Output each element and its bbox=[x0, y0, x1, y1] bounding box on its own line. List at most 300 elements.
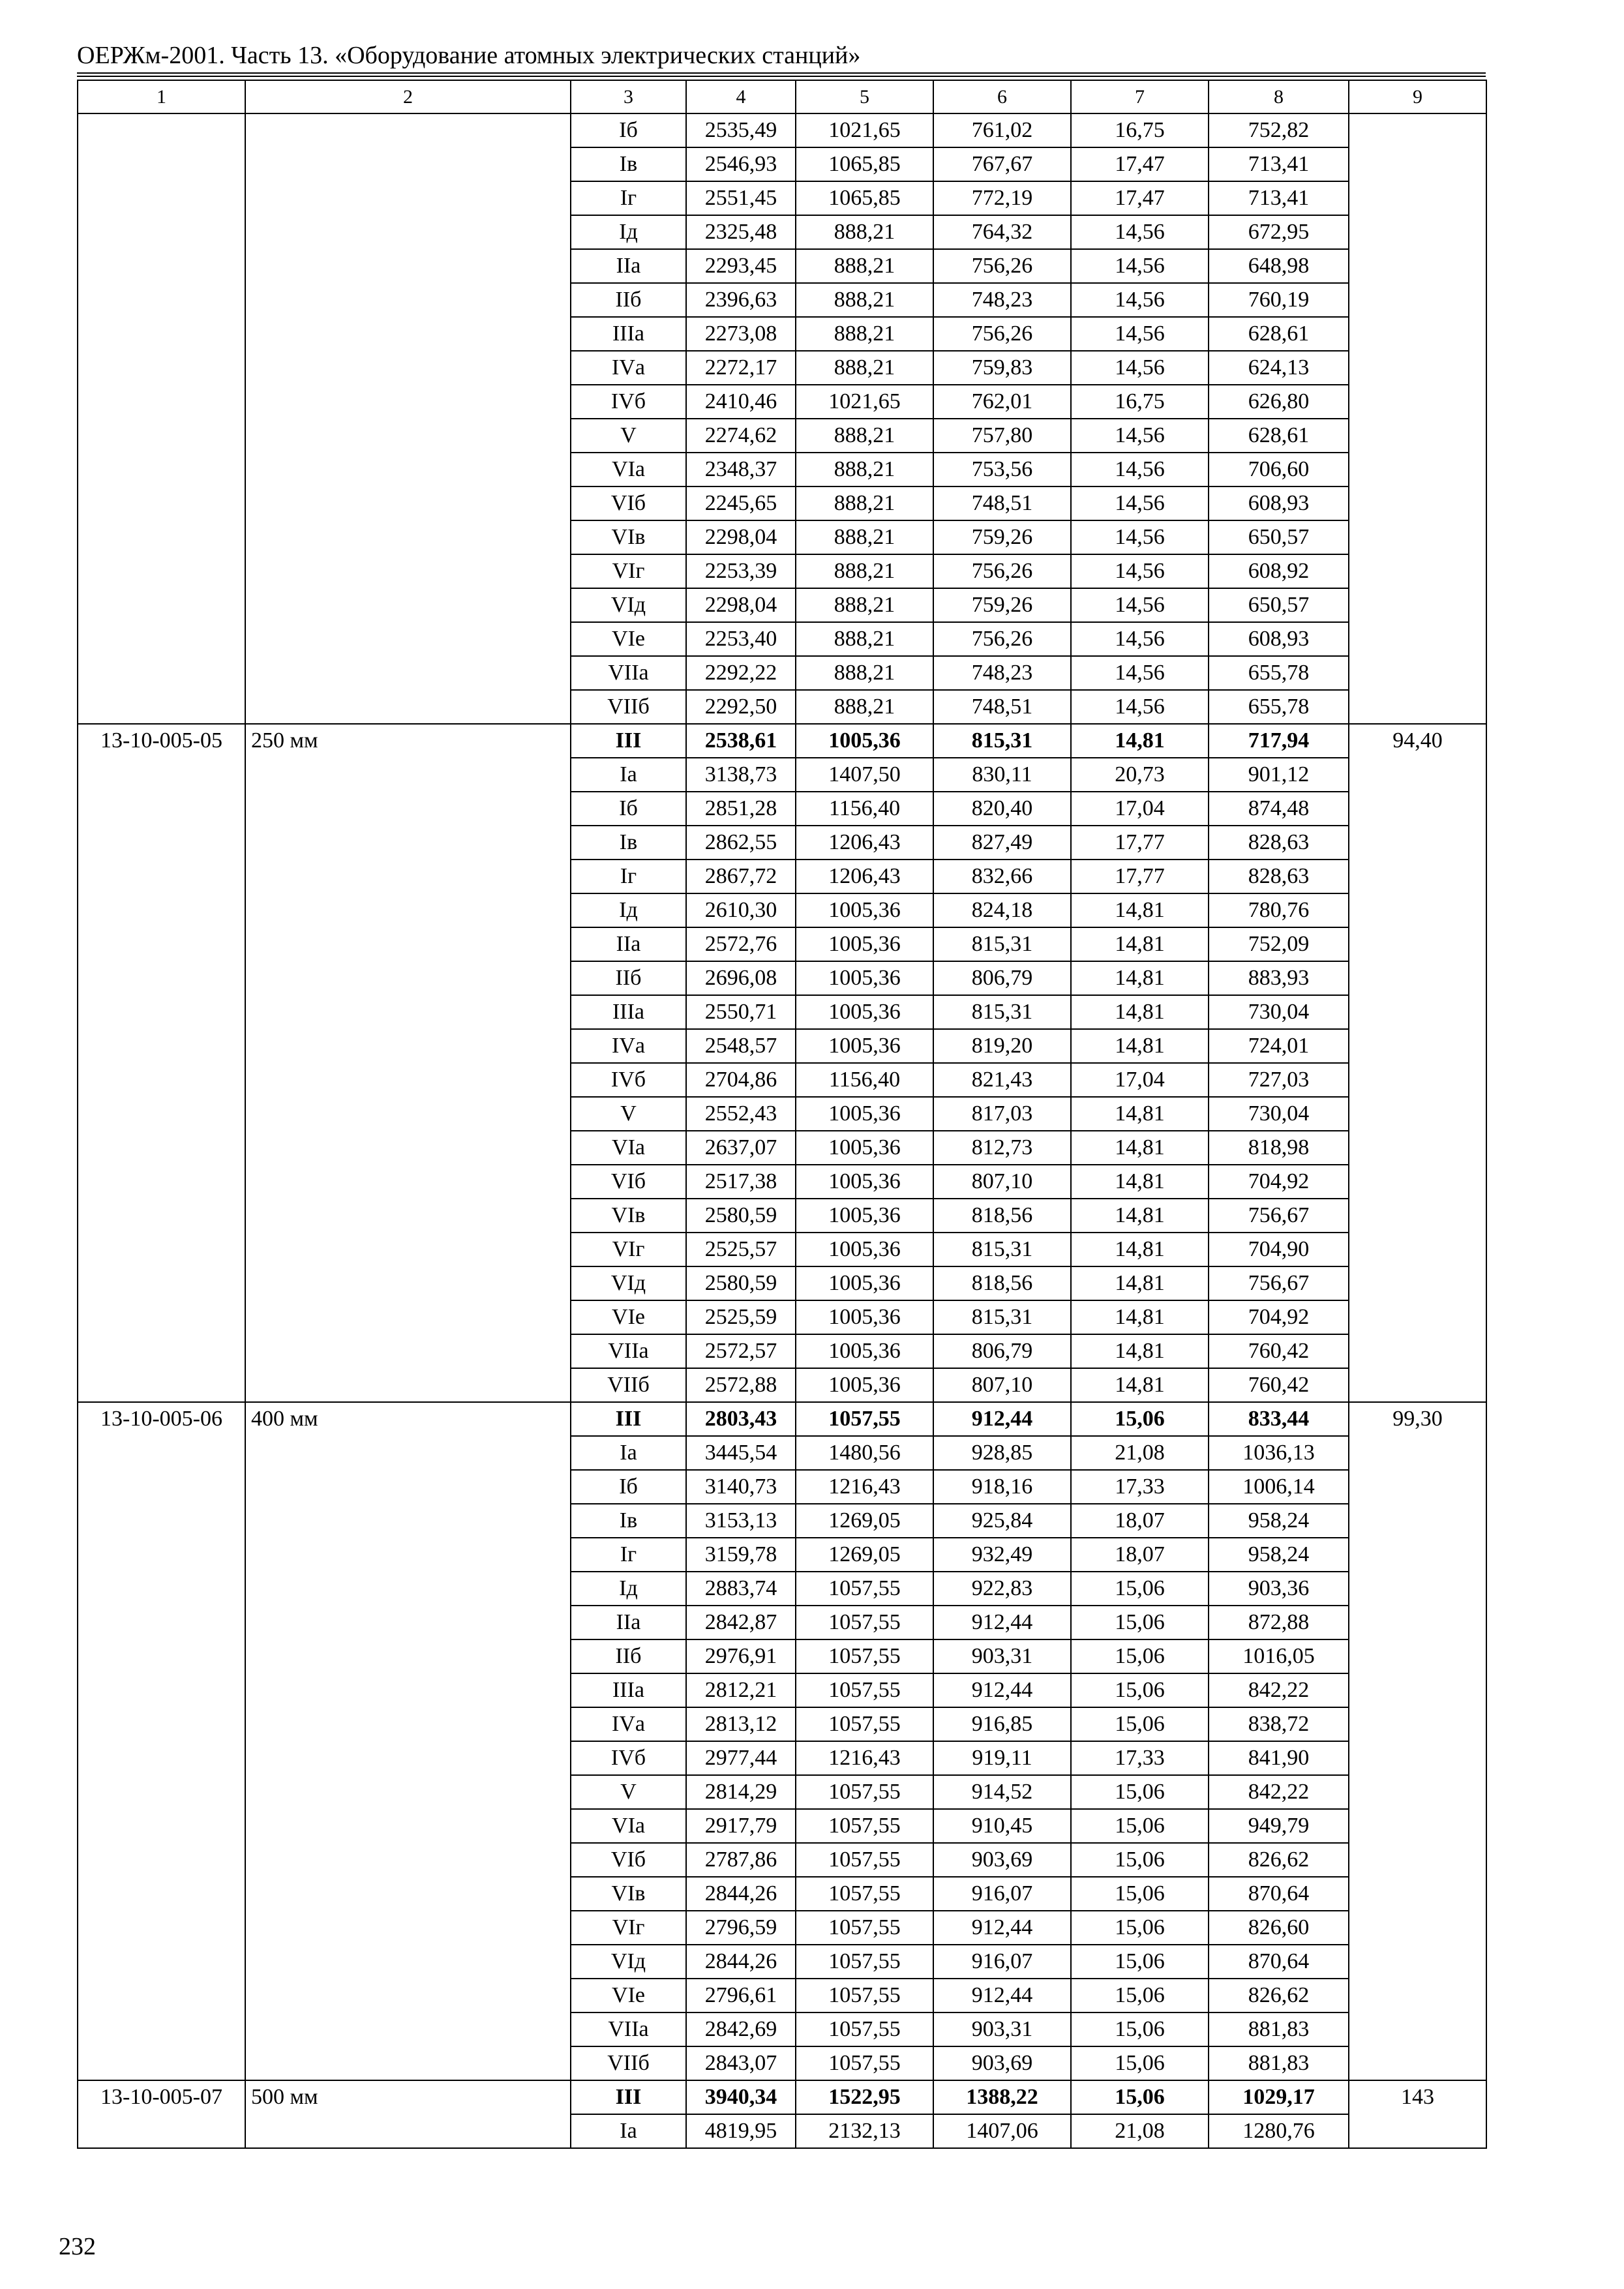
table-row bbox=[78, 2080, 1486, 2114]
value-cell-col8: 672,95 bbox=[1209, 215, 1349, 249]
value-cell-col7: 15,06 bbox=[1071, 1639, 1209, 1673]
value-cell-col6: 824,18 bbox=[933, 893, 1071, 927]
value-cell-col5: 1057,55 bbox=[796, 1809, 933, 1843]
value-cell-col7: 14,56 bbox=[1071, 486, 1209, 520]
value-cell-col5: 1057,55 bbox=[796, 1673, 933, 1707]
column-number: 1 bbox=[78, 80, 245, 113]
value-cell-col8: 841,90 bbox=[1209, 1741, 1349, 1775]
value-cell-col6: 830,11 bbox=[933, 758, 1071, 792]
value-cell-col8: 826,60 bbox=[1209, 1911, 1349, 1945]
value-cell-col4: 3940,34 bbox=[686, 2080, 796, 2114]
value-cell-col5: 1005,36 bbox=[796, 1300, 933, 1334]
zone-cell: VIIа bbox=[571, 1334, 686, 1368]
value-cell-col6: 818,56 bbox=[933, 1266, 1071, 1300]
zone-cell: III bbox=[571, 1402, 686, 1436]
value-cell-col4: 2550,71 bbox=[686, 995, 796, 1029]
zone-cell: III bbox=[571, 2080, 686, 2114]
rates-table-body bbox=[78, 80, 1486, 2148]
value-cell-col8: 828,63 bbox=[1209, 860, 1349, 893]
value-cell-col8: 760,42 bbox=[1209, 1368, 1349, 1402]
zone-cell: VIе bbox=[571, 1300, 686, 1334]
value-cell-col6: 815,31 bbox=[933, 927, 1071, 961]
value-cell-col6: 807,10 bbox=[933, 1165, 1071, 1199]
value-cell-col4: 2842,69 bbox=[686, 2012, 796, 2046]
value-cell-col8: 872,88 bbox=[1209, 1606, 1349, 1639]
value-cell-col8: 818,98 bbox=[1209, 1131, 1349, 1165]
value-cell-col8: 1006,14 bbox=[1209, 1470, 1349, 1504]
value-cell-col5: 888,21 bbox=[796, 317, 933, 351]
value-cell-col4: 2813,12 bbox=[686, 1707, 796, 1741]
value-cell-col5: 1057,55 bbox=[796, 1877, 933, 1911]
value-cell-col6: 756,26 bbox=[933, 317, 1071, 351]
value-cell-col6: 925,84 bbox=[933, 1504, 1071, 1538]
value-cell-col4: 2348,37 bbox=[686, 453, 796, 486]
value-cell-col7: 20,73 bbox=[1071, 758, 1209, 792]
zone-cell: IVб bbox=[571, 385, 686, 419]
value-cell-col7: 15,06 bbox=[1071, 1775, 1209, 1809]
value-cell-col8: 626,80 bbox=[1209, 385, 1349, 419]
value-cell-col7: 17,77 bbox=[1071, 826, 1209, 860]
value-cell-col5: 888,21 bbox=[796, 520, 933, 554]
value-cell-col6: 817,03 bbox=[933, 1097, 1071, 1131]
zone-cell: VIIа bbox=[571, 656, 686, 690]
value-cell-col5: 1057,55 bbox=[796, 1775, 933, 1809]
value-cell-col4: 3445,54 bbox=[686, 1436, 796, 1470]
value-cell-col5: 1005,36 bbox=[796, 1334, 933, 1368]
price-cell: 99,30 bbox=[1349, 1402, 1486, 2080]
value-cell-col5: 888,21 bbox=[796, 283, 933, 317]
value-cell-col4: 2551,45 bbox=[686, 181, 796, 215]
value-cell-col6: 928,85 bbox=[933, 1436, 1071, 1470]
value-cell-col7: 16,75 bbox=[1071, 385, 1209, 419]
zone-cell: IIа bbox=[571, 927, 686, 961]
value-cell-col6: 756,26 bbox=[933, 249, 1071, 283]
value-cell-col4: 3138,73 bbox=[686, 758, 796, 792]
value-cell-col6: 807,10 bbox=[933, 1368, 1071, 1402]
value-cell-col5: 1005,36 bbox=[796, 893, 933, 927]
value-cell-col8: 1016,05 bbox=[1209, 1639, 1349, 1673]
zone-cell: Iг bbox=[571, 860, 686, 893]
value-cell-col8: 717,94 bbox=[1209, 724, 1349, 758]
value-cell-col7: 14,81 bbox=[1071, 1165, 1209, 1199]
value-cell-col5: 1057,55 bbox=[796, 1402, 933, 1436]
value-cell-col8: 1280,76 bbox=[1209, 2114, 1349, 2148]
value-cell-col5: 1005,36 bbox=[796, 995, 933, 1029]
value-cell-col4: 2580,59 bbox=[686, 1266, 796, 1300]
value-cell-col4: 2292,22 bbox=[686, 656, 796, 690]
value-cell-col6: 815,31 bbox=[933, 1300, 1071, 1334]
value-cell-col7: 21,08 bbox=[1071, 2114, 1209, 2148]
value-cell-col4: 2862,55 bbox=[686, 826, 796, 860]
value-cell-col6: 827,49 bbox=[933, 826, 1071, 860]
zone-cell: VIб bbox=[571, 486, 686, 520]
value-cell-col8: 870,64 bbox=[1209, 1945, 1349, 1979]
value-cell-col8: 704,92 bbox=[1209, 1300, 1349, 1334]
value-cell-col8: 949,79 bbox=[1209, 1809, 1349, 1843]
rate-name-cell: 500 мм bbox=[245, 2080, 571, 2148]
value-cell-col8: 958,24 bbox=[1209, 1504, 1349, 1538]
value-cell-col6: 818,56 bbox=[933, 1199, 1071, 1233]
value-cell-col6: 918,16 bbox=[933, 1470, 1071, 1504]
value-cell-col5: 1057,55 bbox=[796, 1979, 933, 2012]
rate-code-cell: 13-10-005-05 bbox=[78, 724, 245, 1402]
zone-cell: Iа bbox=[571, 758, 686, 792]
value-cell-col6: 815,31 bbox=[933, 995, 1071, 1029]
value-cell-col4: 2580,59 bbox=[686, 1199, 796, 1233]
value-cell-col8: 648,98 bbox=[1209, 249, 1349, 283]
value-cell-col8: 881,83 bbox=[1209, 2012, 1349, 2046]
header-double-rule bbox=[77, 72, 1486, 77]
column-number: 7 bbox=[1071, 80, 1209, 113]
value-cell-col6: 772,19 bbox=[933, 181, 1071, 215]
value-cell-col8: 833,44 bbox=[1209, 1402, 1349, 1436]
zone-cell: VIд bbox=[571, 588, 686, 622]
value-cell-col8: 608,92 bbox=[1209, 554, 1349, 588]
value-cell-col5: 1057,55 bbox=[796, 1606, 933, 1639]
value-cell-col7: 17,47 bbox=[1071, 147, 1209, 181]
zone-cell: III bbox=[571, 724, 686, 758]
value-cell-col4: 2552,43 bbox=[686, 1097, 796, 1131]
value-cell-col5: 1005,36 bbox=[796, 927, 933, 961]
value-cell-col4: 2396,63 bbox=[686, 283, 796, 317]
value-cell-col7: 14,56 bbox=[1071, 419, 1209, 453]
rates-table bbox=[77, 80, 1487, 2149]
value-cell-col4: 2917,79 bbox=[686, 1809, 796, 1843]
value-cell-col4: 2803,43 bbox=[686, 1402, 796, 1436]
value-cell-col8: 826,62 bbox=[1209, 1843, 1349, 1877]
value-cell-col4: 2796,59 bbox=[686, 1911, 796, 1945]
value-cell-col7: 14,81 bbox=[1071, 1266, 1209, 1300]
value-cell-col8: 828,63 bbox=[1209, 826, 1349, 860]
zone-cell: IVб bbox=[571, 1741, 686, 1775]
value-cell-col8: 881,83 bbox=[1209, 2046, 1349, 2080]
value-cell-col5: 1057,55 bbox=[796, 1911, 933, 1945]
value-cell-col8: 655,78 bbox=[1209, 690, 1349, 724]
value-cell-col5: 888,21 bbox=[796, 419, 933, 453]
value-cell-col4: 2977,44 bbox=[686, 1741, 796, 1775]
value-cell-col4: 2245,65 bbox=[686, 486, 796, 520]
value-cell-col4: 2535,49 bbox=[686, 113, 796, 147]
value-cell-col6: 919,11 bbox=[933, 1741, 1071, 1775]
value-cell-col6: 759,83 bbox=[933, 351, 1071, 385]
zone-cell: Iа bbox=[571, 2114, 686, 2148]
page-header-title: ОЕРЖм-2001. Часть 13. «Оборудование атомных электрических станций» bbox=[77, 42, 861, 69]
zone-cell: IIб bbox=[571, 283, 686, 317]
value-cell-col6: 910,45 bbox=[933, 1809, 1071, 1843]
value-cell-col7: 14,81 bbox=[1071, 1368, 1209, 1402]
value-cell-col6: 753,56 bbox=[933, 453, 1071, 486]
value-cell-col7: 14,56 bbox=[1071, 317, 1209, 351]
value-cell-col6: 815,31 bbox=[933, 724, 1071, 758]
zone-cell: IVа bbox=[571, 1707, 686, 1741]
value-cell-col8: 1036,13 bbox=[1209, 1436, 1349, 1470]
value-cell-col8: 608,93 bbox=[1209, 486, 1349, 520]
value-cell-col4: 3140,73 bbox=[686, 1470, 796, 1504]
value-cell-col8: 780,76 bbox=[1209, 893, 1349, 927]
value-cell-col6: 756,26 bbox=[933, 622, 1071, 656]
value-cell-col7: 15,06 bbox=[1071, 1877, 1209, 1911]
value-cell-col7: 17,04 bbox=[1071, 792, 1209, 826]
value-cell-col8: 713,41 bbox=[1209, 147, 1349, 181]
value-cell-col7: 17,04 bbox=[1071, 1063, 1209, 1097]
value-cell-col7: 14,56 bbox=[1071, 554, 1209, 588]
value-cell-col5: 888,21 bbox=[796, 588, 933, 622]
value-cell-col7: 15,06 bbox=[1071, 1572, 1209, 1606]
zone-cell: VIв bbox=[571, 1199, 686, 1233]
value-cell-col4: 2844,26 bbox=[686, 1945, 796, 1979]
value-cell-col5: 888,21 bbox=[796, 622, 933, 656]
zone-cell: Iв bbox=[571, 147, 686, 181]
value-cell-col5: 1216,43 bbox=[796, 1741, 933, 1775]
value-cell-col7: 18,07 bbox=[1071, 1538, 1209, 1572]
value-cell-col4: 2883,74 bbox=[686, 1572, 796, 1606]
value-cell-col5: 888,21 bbox=[796, 453, 933, 486]
value-cell-col5: 1065,85 bbox=[796, 181, 933, 215]
value-cell-col5: 1156,40 bbox=[796, 1063, 933, 1097]
price-cell: 94,40 bbox=[1349, 724, 1486, 1402]
value-cell-col5: 1005,36 bbox=[796, 1097, 933, 1131]
value-cell-col5: 1269,05 bbox=[796, 1504, 933, 1538]
value-cell-col5: 1206,43 bbox=[796, 860, 933, 893]
value-cell-col8: 874,48 bbox=[1209, 792, 1349, 826]
value-cell-col7: 15,06 bbox=[1071, 1606, 1209, 1639]
value-cell-col5: 1005,36 bbox=[796, 1131, 933, 1165]
value-cell-col6: 903,69 bbox=[933, 1843, 1071, 1877]
value-cell-col7: 14,56 bbox=[1071, 588, 1209, 622]
value-cell-col7: 15,06 bbox=[1071, 1945, 1209, 1979]
zone-cell: V bbox=[571, 419, 686, 453]
value-cell-col6: 764,32 bbox=[933, 215, 1071, 249]
value-cell-col7: 15,06 bbox=[1071, 2012, 1209, 2046]
value-cell-col4: 2812,21 bbox=[686, 1673, 796, 1707]
value-cell-col6: 761,02 bbox=[933, 113, 1071, 147]
zone-cell: Iв bbox=[571, 826, 686, 860]
value-cell-col6: 756,26 bbox=[933, 554, 1071, 588]
value-cell-col8: 903,36 bbox=[1209, 1572, 1349, 1606]
zone-cell: IVа bbox=[571, 1029, 686, 1063]
value-cell-col5: 888,21 bbox=[796, 215, 933, 249]
value-cell-col4: 2517,38 bbox=[686, 1165, 796, 1199]
value-cell-col7: 14,81 bbox=[1071, 724, 1209, 758]
value-cell-col7: 14,56 bbox=[1071, 520, 1209, 554]
value-cell-col8: 752,82 bbox=[1209, 113, 1349, 147]
value-cell-col6: 757,80 bbox=[933, 419, 1071, 453]
value-cell-col4: 2814,29 bbox=[686, 1775, 796, 1809]
column-number: 6 bbox=[933, 80, 1071, 113]
value-cell-col5: 1057,55 bbox=[796, 1572, 933, 1606]
value-cell-col8: 713,41 bbox=[1209, 181, 1349, 215]
value-cell-col7: 15,06 bbox=[1071, 1402, 1209, 1436]
value-cell-col8: 704,92 bbox=[1209, 1165, 1349, 1199]
value-cell-col6: 1388,22 bbox=[933, 2080, 1071, 2114]
zone-cell: VIа bbox=[571, 1131, 686, 1165]
value-cell-col6: 806,79 bbox=[933, 1334, 1071, 1368]
value-cell-col5: 1057,55 bbox=[796, 1843, 933, 1877]
value-cell-col6: 748,51 bbox=[933, 690, 1071, 724]
value-cell-col7: 14,56 bbox=[1071, 215, 1209, 249]
value-cell-col7: 17,33 bbox=[1071, 1741, 1209, 1775]
value-cell-col7: 17,33 bbox=[1071, 1470, 1209, 1504]
zone-cell: IIб bbox=[571, 961, 686, 995]
zone-cell: VIв bbox=[571, 520, 686, 554]
zone-cell: VIг bbox=[571, 1911, 686, 1945]
column-number: 3 bbox=[571, 80, 686, 113]
zone-cell: IIа bbox=[571, 249, 686, 283]
value-cell-col4: 2572,88 bbox=[686, 1368, 796, 1402]
value-cell-col7: 14,56 bbox=[1071, 283, 1209, 317]
zone-cell: Iг bbox=[571, 1538, 686, 1572]
zone-cell: Iд bbox=[571, 215, 686, 249]
value-cell-col5: 2132,13 bbox=[796, 2114, 933, 2148]
value-cell-col4: 2298,04 bbox=[686, 520, 796, 554]
value-cell-col6: 821,43 bbox=[933, 1063, 1071, 1097]
value-cell-col5: 1005,36 bbox=[796, 1165, 933, 1199]
value-cell-col6: 767,67 bbox=[933, 147, 1071, 181]
value-cell-col5: 888,21 bbox=[796, 249, 933, 283]
zone-cell: IVб bbox=[571, 1063, 686, 1097]
rate-name-cell: 250 мм bbox=[245, 724, 571, 1402]
zone-cell: VIе bbox=[571, 622, 686, 656]
value-cell-col7: 14,81 bbox=[1071, 927, 1209, 961]
value-cell-col7: 15,06 bbox=[1071, 1979, 1209, 2012]
value-cell-col7: 14,81 bbox=[1071, 1029, 1209, 1063]
value-cell-col6: 832,66 bbox=[933, 860, 1071, 893]
value-cell-col8: 704,90 bbox=[1209, 1233, 1349, 1266]
value-cell-col4: 2572,57 bbox=[686, 1334, 796, 1368]
rate-code-cell: 13-10-005-07 bbox=[78, 2080, 245, 2148]
table-row bbox=[78, 724, 1486, 758]
value-cell-col5: 1005,36 bbox=[796, 961, 933, 995]
value-cell-col4: 2637,07 bbox=[686, 1131, 796, 1165]
value-cell-col6: 914,52 bbox=[933, 1775, 1071, 1809]
zone-cell: Iб bbox=[571, 113, 686, 147]
value-cell-col5: 1522,95 bbox=[796, 2080, 933, 2114]
value-cell-col6: 815,31 bbox=[933, 1233, 1071, 1266]
value-cell-col4: 4819,95 bbox=[686, 2114, 796, 2148]
value-cell-col8: 826,62 bbox=[1209, 1979, 1349, 2012]
value-cell-col6: 903,31 bbox=[933, 1639, 1071, 1673]
value-cell-col7: 17,77 bbox=[1071, 860, 1209, 893]
value-cell-col5: 1480,56 bbox=[796, 1436, 933, 1470]
zone-cell: VIа bbox=[571, 453, 686, 486]
value-cell-col4: 2843,07 bbox=[686, 2046, 796, 2080]
rate-code-cell: 13-10-005-06 bbox=[78, 1402, 245, 2080]
zone-cell: VIб bbox=[571, 1843, 686, 1877]
value-cell-col8: 756,67 bbox=[1209, 1199, 1349, 1233]
value-cell-col7: 14,56 bbox=[1071, 351, 1209, 385]
value-cell-col8: 842,22 bbox=[1209, 1673, 1349, 1707]
value-cell-col7: 15,06 bbox=[1071, 1707, 1209, 1741]
value-cell-col6: 912,44 bbox=[933, 1979, 1071, 2012]
value-cell-col7: 14,56 bbox=[1071, 249, 1209, 283]
value-cell-col5: 1407,50 bbox=[796, 758, 933, 792]
value-cell-col8: 730,04 bbox=[1209, 995, 1349, 1029]
column-number-row bbox=[78, 80, 1486, 113]
value-cell-col8: 838,72 bbox=[1209, 1707, 1349, 1741]
value-cell-col5: 888,21 bbox=[796, 554, 933, 588]
table-row bbox=[78, 1402, 1486, 1436]
value-cell-col8: 760,42 bbox=[1209, 1334, 1349, 1368]
value-cell-col5: 1005,36 bbox=[796, 1029, 933, 1063]
value-cell-col8: 730,04 bbox=[1209, 1097, 1349, 1131]
zone-cell: Iв bbox=[571, 1504, 686, 1538]
value-cell-col5: 888,21 bbox=[796, 690, 933, 724]
value-cell-col4: 2787,86 bbox=[686, 1843, 796, 1877]
value-cell-col6: 916,07 bbox=[933, 1877, 1071, 1911]
value-cell-col4: 2546,93 bbox=[686, 147, 796, 181]
value-cell-col8: 628,61 bbox=[1209, 317, 1349, 351]
value-cell-col4: 2976,91 bbox=[686, 1639, 796, 1673]
zone-cell: VIIб bbox=[571, 1368, 686, 1402]
value-cell-col4: 2842,87 bbox=[686, 1606, 796, 1639]
value-cell-col5: 1065,85 bbox=[796, 147, 933, 181]
value-cell-col8: 608,93 bbox=[1209, 622, 1349, 656]
zone-cell: Iа bbox=[571, 1436, 686, 1470]
zone-cell: Iд bbox=[571, 1572, 686, 1606]
value-cell-col7: 16,75 bbox=[1071, 113, 1209, 147]
value-cell-col6: 912,44 bbox=[933, 1911, 1071, 1945]
zone-cell: VIIб bbox=[571, 2046, 686, 2080]
zone-cell: IVа bbox=[571, 351, 686, 385]
price-cell: 143 bbox=[1349, 2080, 1486, 2148]
value-cell-col4: 2410,46 bbox=[686, 385, 796, 419]
value-cell-col5: 1005,36 bbox=[796, 1233, 933, 1266]
value-cell-col5: 1021,65 bbox=[796, 385, 933, 419]
value-cell-col6: 759,26 bbox=[933, 588, 1071, 622]
zone-cell: VIв bbox=[571, 1877, 686, 1911]
table-row bbox=[78, 113, 1486, 147]
value-cell-col7: 14,81 bbox=[1071, 995, 1209, 1029]
zone-cell: V bbox=[571, 1097, 686, 1131]
value-cell-col5: 1216,43 bbox=[796, 1470, 933, 1504]
value-cell-col4: 2274,62 bbox=[686, 419, 796, 453]
value-cell-col5: 1005,36 bbox=[796, 1266, 933, 1300]
column-number: 8 bbox=[1209, 80, 1349, 113]
value-cell-col7: 14,81 bbox=[1071, 1300, 1209, 1334]
page-number: 232 bbox=[59, 2233, 96, 2260]
value-cell-col7: 15,06 bbox=[1071, 1809, 1209, 1843]
zone-cell: V bbox=[571, 1775, 686, 1809]
value-cell-col4: 2253,40 bbox=[686, 622, 796, 656]
value-cell-col4: 2273,08 bbox=[686, 317, 796, 351]
value-cell-col5: 1206,43 bbox=[796, 826, 933, 860]
value-cell-col8: 760,19 bbox=[1209, 283, 1349, 317]
value-cell-col5: 1005,36 bbox=[796, 1199, 933, 1233]
rate-name-cell bbox=[245, 113, 571, 724]
value-cell-col6: 748,51 bbox=[933, 486, 1071, 520]
zone-cell: IIб bbox=[571, 1639, 686, 1673]
value-cell-col5: 1021,65 bbox=[796, 113, 933, 147]
value-cell-col5: 888,21 bbox=[796, 656, 933, 690]
zone-cell: IIIа bbox=[571, 995, 686, 1029]
value-cell-col6: 748,23 bbox=[933, 656, 1071, 690]
value-cell-col7: 14,81 bbox=[1071, 1131, 1209, 1165]
value-cell-col6: 912,44 bbox=[933, 1402, 1071, 1436]
zone-cell: IIIа bbox=[571, 1673, 686, 1707]
column-number: 4 bbox=[686, 80, 796, 113]
value-cell-col6: 912,44 bbox=[933, 1673, 1071, 1707]
value-cell-col4: 3159,78 bbox=[686, 1538, 796, 1572]
value-cell-col8: 901,12 bbox=[1209, 758, 1349, 792]
value-cell-col6: 812,73 bbox=[933, 1131, 1071, 1165]
value-cell-col6: 819,20 bbox=[933, 1029, 1071, 1063]
value-cell-col6: 820,40 bbox=[933, 792, 1071, 826]
value-cell-col5: 1057,55 bbox=[796, 1707, 933, 1741]
value-cell-col7: 18,07 bbox=[1071, 1504, 1209, 1538]
value-cell-col4: 2548,57 bbox=[686, 1029, 796, 1063]
value-cell-col4: 2851,28 bbox=[686, 792, 796, 826]
value-cell-col4: 2538,61 bbox=[686, 724, 796, 758]
